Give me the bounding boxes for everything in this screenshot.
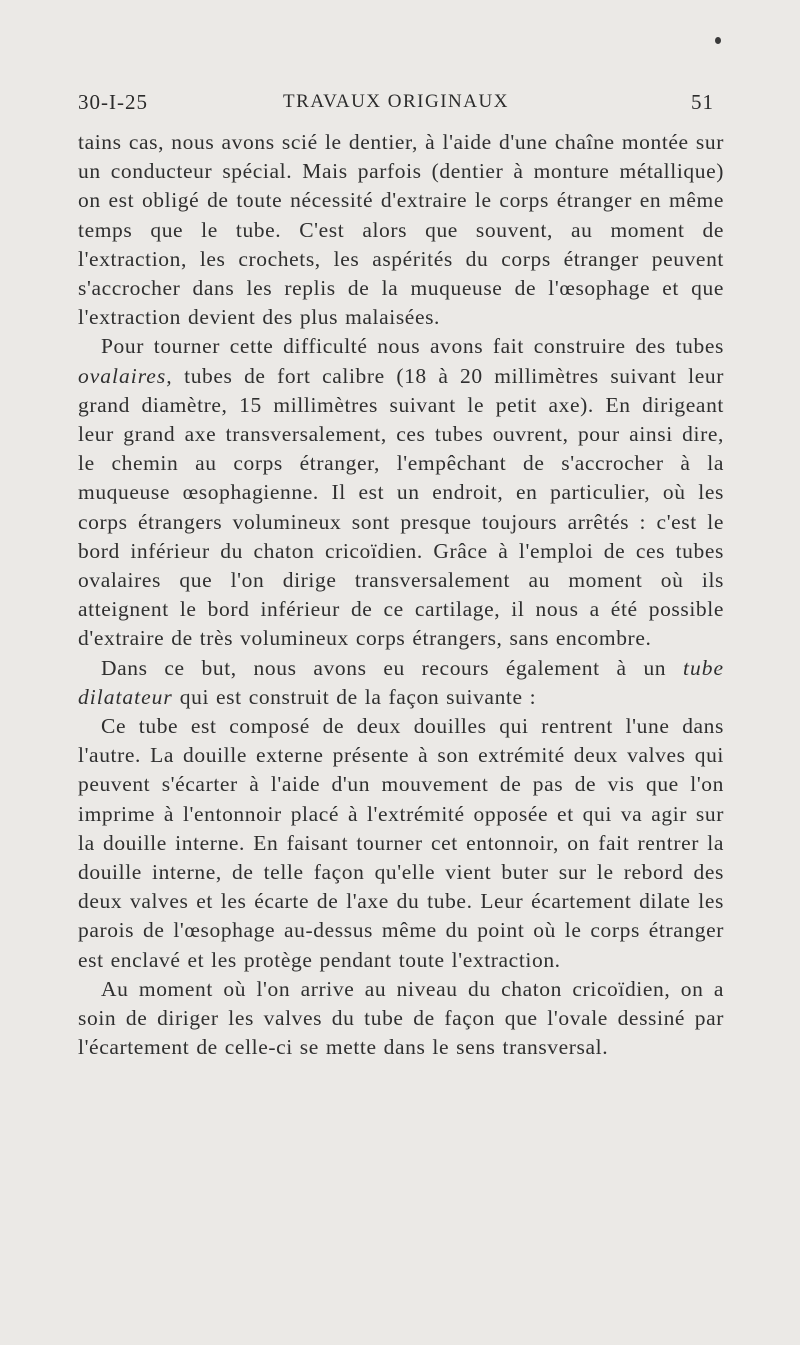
paragraph-text: qui est construit de la façon suivante : [172,684,537,709]
header-title: TRAVAUX ORIGINAUX [283,91,509,112]
paragraph-dilator-intro [78,654,724,712]
paragraph-dilator-description: Ce tube est composé de deux douilles qui rentrent l'une dans l'autre. La douille externe présente à son extrémité deux valves qui peuvent s'écarter à l'aide d'un mouvement de pas de vis que l'on imprime à l'entonnoir placé à l'extrémité opposée et qui va agir sur la douille interne. En faisant tourner cet entonnoir, on fait rentrer la douille interne, de telle façon qu'elle vient buter sur le rebord des deux valves et les écarte de l'axe du tube. Leur écartement dilate les parois de l'œsophage au-dessus même du point où le corps étranger est enclavé et les protège pendant toute l'extraction. [78,714,724,972]
page-number: 51 [691,90,714,114]
paragraph-text: tubes de fort calibre (18 à 20 millimètres suivant leur grand diamètre, 15 millimètres suivant le petit axe). En dirigeant leur grand axe transversalement, ces tubes ouvrent, pour ainsi dire, le chemin au corps étranger, l'empêchant de s'accrocher à la muqueuse œsophagienne. Il est un endroit, en particulier, où les corps étrangers volumineux sont presque toujours arrêtés : c'est le bord inférieur du chaton cricoïdien. Grâce à l'emploi de ces tubes ovalaires que l'on dirige transversalement au moment où ils atteignent le bord inférieur de ce cartilage, il nous a été possible d'extraire de très volumineux corps étrangers, sans encombre. [78,363,724,651]
header-date: 30-I-25 [78,90,148,114]
paragraph-cricoid: Au moment où l'on arrive au niveau du chaton cricoïdien, on a soin de diriger les valves du tube de façon que l'ovale dessiné par l'écartement de celle-ci se mette dans le sens transversal. [78,976,724,1060]
running-header [78,90,714,124]
ink-speck [715,37,721,44]
italic-term: ovalaires, [78,363,173,388]
italic-term: tube dilatateur [78,655,724,709]
body-text [78,128,724,1063]
paragraph-text: Pour tourner cette difficulté nous avons fait construire des tubes [101,334,724,359]
paragraph-oval-tubes [78,332,724,653]
paragraph-continuation: tains cas, nous avons scié le dentier, à l'aide d'une chaîne montée sur un conducteur spécial. Mais parfois (dentier à monture métallique) on est obligé de toute nécessité d'extraire le corps étranger en même temps que le tube. C'est alors que souvent, au moment de l'extraction, les crochets, les aspérités du corps étranger peuvent s'accrocher dans les replis de la muqueuse de l'œsophage et que l'extraction devient des plus malaisées. [78,130,724,330]
paragraph-text: Dans ce but, nous avons eu recours également à un [101,655,683,680]
